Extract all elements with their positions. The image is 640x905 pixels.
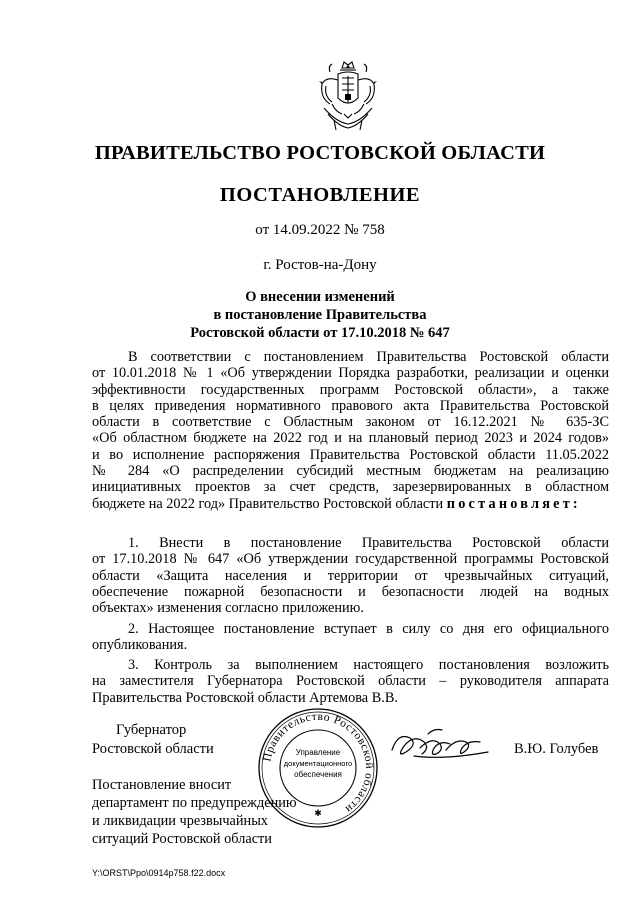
organization-title: ПРАВИТЕЛЬСТВО РОСТОВСКОЙ ОБЛАСТИ: [94, 142, 546, 164]
text-line: области в соответствие с Областным законом от 16.12.2021 № 635-ЗС: [92, 414, 609, 431]
signatory-region: Ростовской области: [92, 741, 214, 757]
item-1-paragraph: [92, 535, 609, 616]
coat-of-arms-icon: [316, 58, 380, 136]
text-line: опубликования.: [92, 637, 188, 654]
text-line: объектах» изменения согласно приложению.: [92, 600, 364, 617]
file-path: Y:\ORST\Ppo\0914p758.f22.docx: [92, 868, 226, 878]
city: г. Ростов-на-Дону: [263, 257, 377, 273]
subject-line: Ростовской области от 17.10.2018 № 647: [190, 325, 450, 341]
text-line: в целях приведения нормативного правового акта Правительства Ростовской: [92, 397, 609, 414]
note-line: Постановление вносит: [92, 777, 232, 793]
stamp-center-line: документационного: [283, 759, 353, 768]
text-line: инициативных проектов за счет средств, зарезервированных в областном: [92, 479, 609, 496]
stamp-center-line: Управление: [295, 748, 341, 757]
text-line: В соответствии с постановлением Правительства Ростовской области: [128, 349, 609, 365]
stamp-center-line: обеспечения: [294, 770, 342, 779]
text-line: 1. Внести в постановление Правительства Ростовской области: [128, 535, 609, 551]
signatory-name: В.Ю. Голубев: [514, 741, 599, 757]
document-subject: [0, 288, 640, 342]
text-line: и во исполнение распоряжения Правительства Ростовской области 11.05.2022: [92, 446, 609, 463]
text-line: [92, 496, 609, 512]
submitted-by: [92, 776, 297, 848]
text-line: 3. Контроль за выполнением настоящего постановления возложить: [128, 657, 609, 673]
text-line: от 17.10.2018 № 647 «Об утверждении государственной программы Ростовской: [92, 551, 609, 568]
stamp-ring-text: Правительство Ростовской области: [261, 710, 376, 816]
text-line: от 10.01.2018 № 1 «Об утверждении Порядка разработки, реализации и оценки: [92, 365, 609, 382]
text-line: «Об областном бюджете на 2022 год и на плановый период 2023 и 2024 годов»: [92, 430, 609, 447]
text-line: области «Защита населения и территории от чрезвычайных ситуаций,: [92, 567, 609, 584]
note-line: департамент по предупреждению: [92, 795, 297, 811]
text-line: 2. Настоящее постановление вступает в силу со дня его официального: [128, 621, 609, 637]
note-line: ситуаций Ростовской области: [92, 831, 272, 847]
item-2-paragraph: [92, 621, 609, 654]
signatory-title: Губернатор: [116, 722, 187, 738]
date-and-number: от 14.09.2022 № 758: [255, 222, 385, 238]
document-type: ПОСТАНОВЛЕНИЕ: [219, 184, 421, 206]
decree-word: постановляет:: [446, 495, 581, 512]
text-line: обеспечение пожарной безопасности и безопасности людей на водных: [92, 583, 609, 600]
text-line: на заместителя Губернатора Ростовской области – руководителя аппарата: [92, 673, 609, 690]
item-3-paragraph: [92, 657, 609, 706]
text-line: № 284 «О распределении субсидий местным бюджетам на реализацию: [92, 463, 609, 480]
note-line: и ликвидации чрезвычайных: [92, 813, 268, 829]
preamble-paragraph: [92, 349, 609, 512]
preamble-closing: бюджете на 2022 год» Правительство Ростовской области: [92, 495, 444, 512]
handwritten-signature: [384, 720, 514, 770]
text-line: Правительства Ростовской области Артемова В.В.: [92, 689, 398, 706]
subject-line: О внесении изменений: [245, 289, 395, 305]
text-line: эффективности государственных программ Ростовской области», а также: [92, 381, 609, 398]
stamp-star-icon: ✱: [314, 808, 322, 818]
subject-line: в постановление Правительства: [213, 307, 427, 323]
